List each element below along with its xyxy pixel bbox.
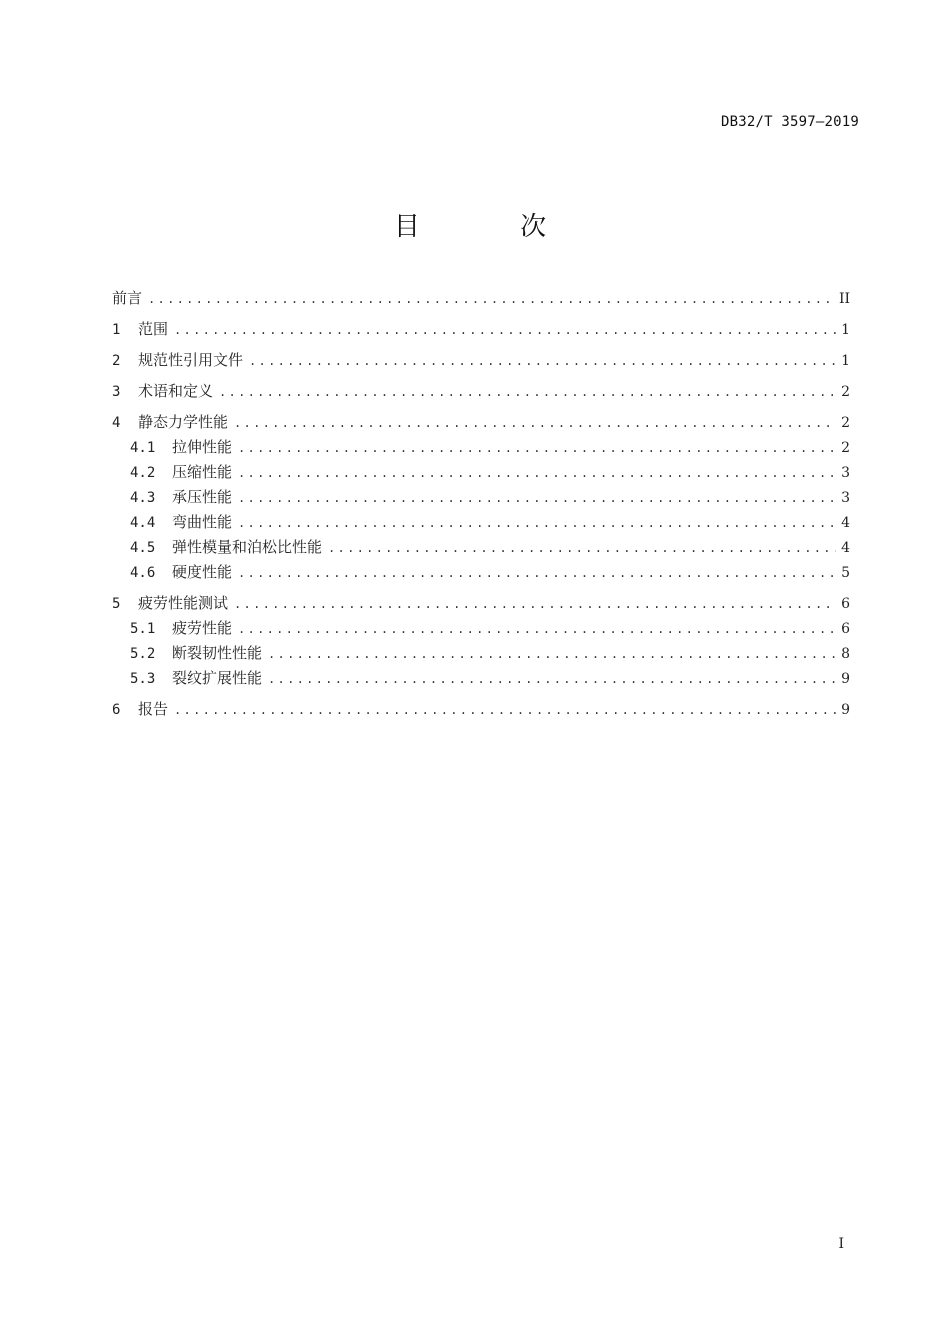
toc-entry-label: 静态力学性能: [138, 413, 229, 431]
toc-entry-number: 4.5: [130, 540, 156, 556]
toc-entry-number: 5.2: [130, 646, 156, 662]
toc-entry-number: 1: [112, 322, 121, 338]
toc-entry-page: 4: [841, 540, 850, 556]
toc-entry-page: 1: [841, 353, 850, 369]
toc-entry-page: 3: [841, 465, 850, 481]
toc-entry[interactable]: [112, 535, 850, 560]
toc-entry[interactable]: [112, 591, 850, 616]
toc-title: 目 次: [393, 212, 593, 242]
toc-dot-leader: [249, 349, 836, 374]
toc-dot-leader: [328, 536, 836, 561]
page-number: I: [838, 1236, 844, 1252]
toc-entry[interactable]: [112, 510, 850, 535]
toc-entry[interactable]: [112, 435, 850, 460]
toc-entry-number: 2: [112, 353, 121, 369]
toc-entry-label: 范围: [138, 320, 169, 338]
toc-entry-page: 1: [841, 322, 850, 338]
toc-entry[interactable]: [112, 317, 850, 342]
toc-entry[interactable]: [112, 666, 850, 691]
toc-entry-page: 9: [841, 671, 850, 687]
toc-entry-number: 3: [112, 384, 121, 400]
toc-entry-label: 硬度性能: [172, 563, 233, 581]
toc-dot-leader: [238, 561, 836, 586]
toc-dot-leader: [174, 698, 836, 723]
toc-dot-leader: [238, 617, 836, 642]
toc-entry[interactable]: [112, 348, 850, 373]
toc-entry-page: 6: [841, 596, 850, 612]
toc-entry-label: 拉伸性能: [172, 438, 233, 456]
toc-entry[interactable]: [112, 410, 850, 435]
toc-entry-label: 弹性模量和泊松比性能: [172, 538, 323, 556]
toc-entry-number: 4.6: [130, 565, 156, 581]
toc-dot-leader: [219, 380, 836, 405]
toc-dot-leader: [174, 318, 836, 343]
toc-entry-label: 疲劳性能: [172, 619, 233, 637]
toc-entry[interactable]: [112, 697, 850, 722]
toc-entry-number: 4.1: [130, 440, 156, 456]
toc-entry-label: 疲劳性能测试: [138, 594, 229, 612]
toc-entry[interactable]: [112, 560, 850, 585]
toc-entry[interactable]: [112, 485, 850, 510]
toc-entry-label: 裂纹扩展性能: [172, 669, 263, 687]
toc-entry-page: II: [838, 291, 850, 307]
toc-entry-page: 2: [841, 415, 850, 431]
toc-entry-page: 9: [841, 702, 850, 718]
toc-entry-label: 术语和定义: [138, 382, 214, 400]
toc-dot-leader: [234, 411, 836, 436]
toc-entry-page: 3: [841, 490, 850, 506]
toc-entry-label: 规范性引用文件: [138, 351, 244, 369]
toc-entry-page: 6: [841, 621, 850, 637]
toc-entry-page: 2: [841, 384, 850, 400]
toc-dot-leader: [268, 642, 836, 667]
toc-entry-label: 报告: [138, 700, 169, 718]
toc-entry-label: 前言: [112, 289, 143, 307]
toc-dot-leader: [238, 511, 836, 536]
toc-entry[interactable]: [112, 379, 850, 404]
toc-dot-leader: [238, 436, 836, 461]
toc-entry[interactable]: [112, 641, 850, 666]
toc-entry-page: 4: [841, 515, 850, 531]
document-code: DB32/T 3597—2019: [720, 114, 859, 130]
toc-entry-number: 5.3: [130, 671, 156, 687]
toc-dot-leader: [238, 461, 836, 486]
toc-entry-page: 5: [841, 565, 850, 581]
toc-entry-number: 6: [112, 702, 121, 718]
toc-dot-leader: [238, 486, 836, 511]
toc-entry[interactable]: [112, 460, 850, 485]
table-of-contents: [112, 286, 850, 722]
toc-entry-number: 4.3: [130, 490, 156, 506]
toc-entry-number: 4.4: [130, 515, 156, 531]
toc-dot-leader: [234, 592, 836, 617]
toc-entry-label: 弯曲性能: [172, 513, 233, 531]
toc-entry-number: 4: [112, 415, 121, 431]
toc-dot-leader: [268, 667, 836, 692]
toc-entry-page: 2: [841, 440, 850, 456]
toc-entry-page: 8: [841, 646, 850, 662]
toc-entry-label: 断裂韧性性能: [172, 644, 263, 662]
toc-entry-label: 压缩性能: [172, 463, 233, 481]
toc-dot-leader: [148, 287, 835, 312]
toc-entry[interactable]: [112, 616, 850, 641]
toc-entry-number: 5.1: [130, 621, 156, 637]
toc-entry[interactable]: [112, 286, 850, 311]
toc-entry-number: 5: [112, 596, 121, 612]
toc-entry-number: 4.2: [130, 465, 156, 481]
toc-entry-label: 承压性能: [172, 488, 233, 506]
